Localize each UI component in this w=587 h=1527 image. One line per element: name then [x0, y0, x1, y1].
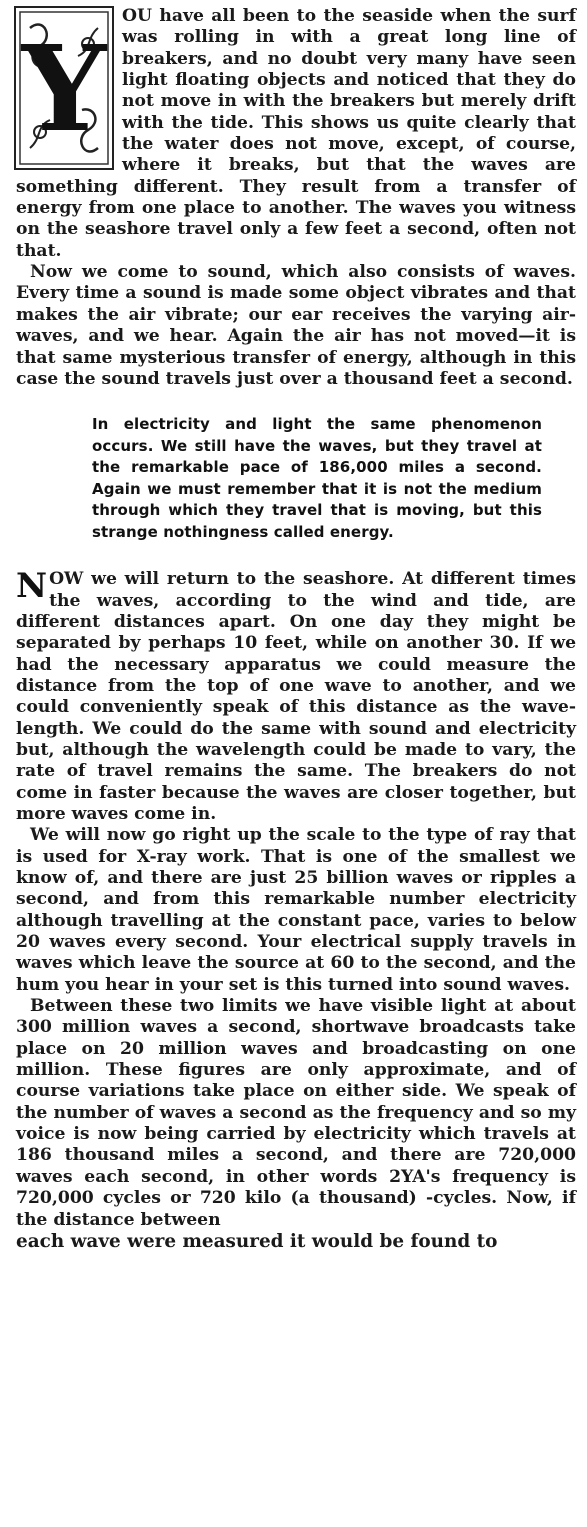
- paragraph-5-final-line: each wave were measured it would be found to: [16, 1230, 498, 1252]
- paragraph-1: OU have all been to the seaside when the surf was rolling in with a great long line of breakers, and no doubt very many have seen light floating objects and noticed that they do not move in with the breakers but merely drift with the tide. This shows us quite clearly that the water does not move, except, of course, where it breaks, but that the waves are something different. They result from a transfer of energy from one place to another. The waves you witness on the seashore travel only a few feet a second, often not that.: [16, 6, 576, 261]
- paragraph-5: Between these two limits we have visible light at about 300 million waves a second, shortwave broadcasts take place on 20 million waves and broadcasting on one million. These figures are only approximate, and of course variations take place on either side. We speak of the number of waves a second as the frequency and so my voice is now being carried by electricity which travels at 186 thousand miles a second, and there are 720,000 waves each second, in other words 2YA's frequency is 720,000 cycles or 720 kilo (a thousand) -cycles. Now, if the distance between: [16, 996, 576, 1230]
- paragraph-4: We will now go right up the scale to the type of ray that is used for X-ray work. That is one of the smallest we know of, and there are just 25 billion waves or ripples a second, and from this remarkable number electricity although travelling at the constant pace, varies to below 20 waves every second. Your electrical supply travels in waves which leave the source at 60 to the second, and the hum you hear in your set is this turned into sound waves.: [16, 825, 576, 995]
- paragraph-3: OW we will return to the seashore. At different times the waves, according to the wind and tide, are different distances apart. On one day they might be separated by perhaps 10 feet, while on another 30. If we had the necessary apparatus we could measure the distance from the top of one wave to another, and we could conveniently speak of this distance as the wave-length. We could do the same with sound and electricity but, although the wavelength could be made to vary, the rate of travel remains the same. The breakers do not come in faster because the waves are closer together, but more waves come in.: [16, 569, 576, 824]
- pull-quote: In electricity and light the same phenomenon occurs. We still have the waves, but they travel at the remarkable pace of 186,000 miles a second. Again we must remember that it is not the medium through which they travel that is moving, but this strange nothingness called energy.: [92, 415, 542, 541]
- ornamental-drop-cap: [14, 6, 114, 170]
- paragraph-3-block: [16, 566, 576, 825]
- drop-cap-letter: Y: [21, 18, 107, 158]
- paragraph-2: Now we come to sound, which also consists of waves. Every time a sound is made some object vibrates and that makes the air vibrate; our ear receives the varying air-waves, and we hear. Again the air has not moved—it is that same mysterious transfer of energy, although in this case the sound travels just over a thousand feet a second.: [16, 262, 576, 389]
- lead-paragraph-block: [16, 6, 576, 262]
- now-initial-letter: N: [16, 566, 48, 607]
- article-column: [16, 6, 576, 1252]
